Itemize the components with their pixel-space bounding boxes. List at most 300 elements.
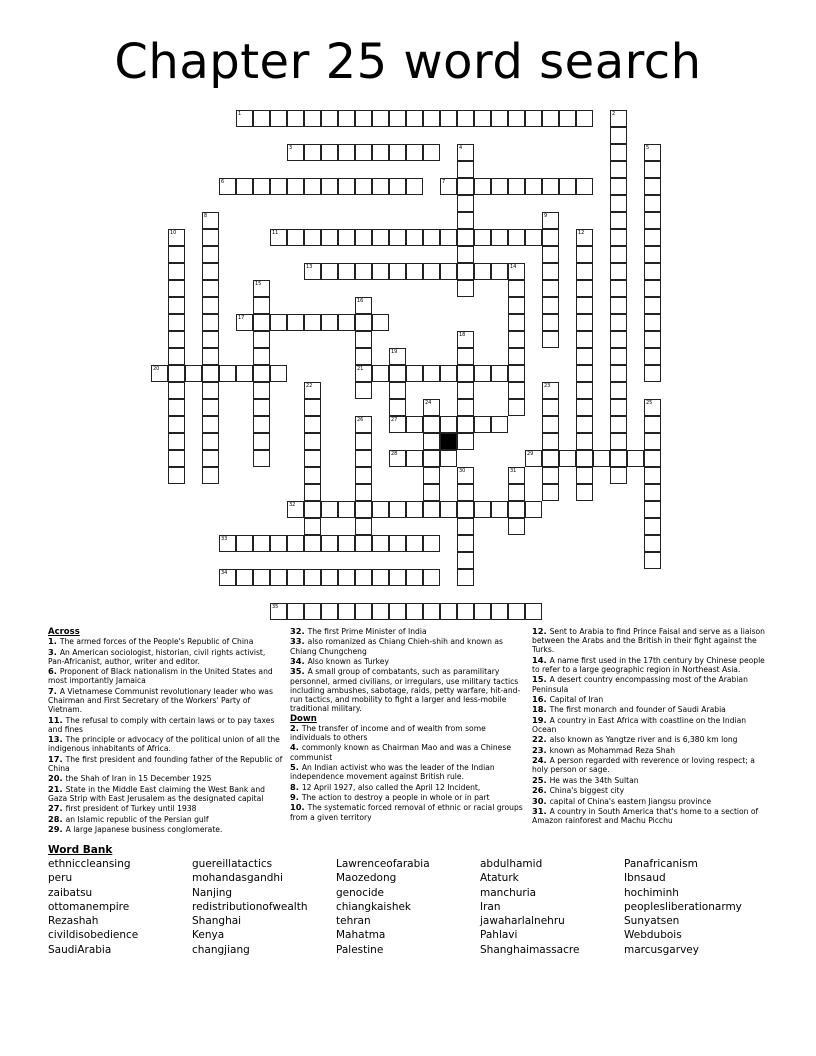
crossword-cell[interactable]	[389, 603, 406, 620]
crossword-cell[interactable]	[508, 348, 525, 365]
crossword-cell[interactable]	[440, 263, 457, 280]
crossword-cell[interactable]	[389, 535, 406, 552]
crossword-cell[interactable]	[355, 484, 372, 501]
crossword-cell[interactable]	[457, 433, 474, 450]
crossword-cell[interactable]	[457, 399, 474, 416]
crossword-cell[interactable]	[236, 110, 253, 127]
crossword-cell[interactable]	[168, 467, 185, 484]
crossword-cell[interactable]	[423, 603, 440, 620]
crossword-cell[interactable]	[355, 433, 372, 450]
crossword-cell[interactable]	[270, 535, 287, 552]
crossword-cell[interactable]	[355, 518, 372, 535]
crossword-cell[interactable]	[474, 110, 491, 127]
crossword-cell[interactable]	[355, 501, 372, 518]
crossword-cell[interactable]	[644, 484, 661, 501]
crossword-cell[interactable]	[644, 161, 661, 178]
crossword-cell[interactable]	[508, 280, 525, 297]
crossword-cell[interactable]	[491, 110, 508, 127]
crossword-cell[interactable]	[644, 416, 661, 433]
crossword-cell[interactable]	[202, 212, 219, 229]
crossword-cell[interactable]	[610, 433, 627, 450]
crossword-cell[interactable]	[321, 569, 338, 586]
crossword-cell[interactable]	[457, 535, 474, 552]
crossword-cell[interactable]	[508, 501, 525, 518]
crossword-cell[interactable]	[406, 229, 423, 246]
crossword-cell[interactable]	[457, 467, 474, 484]
crossword-cell[interactable]	[542, 297, 559, 314]
crossword-cell[interactable]	[355, 382, 372, 399]
crossword-cell[interactable]	[542, 178, 559, 195]
crossword-cell[interactable]	[474, 501, 491, 518]
crossword-cell[interactable]	[644, 348, 661, 365]
crossword-cell[interactable]	[355, 365, 372, 382]
crossword-cell[interactable]	[253, 178, 270, 195]
crossword-cell[interactable]	[355, 229, 372, 246]
crossword-cell[interactable]	[389, 365, 406, 382]
crossword-cell[interactable]	[304, 314, 321, 331]
crossword-cell[interactable]	[304, 416, 321, 433]
crossword-cell[interactable]	[287, 535, 304, 552]
crossword-cell[interactable]	[525, 110, 542, 127]
crossword-cell[interactable]	[372, 501, 389, 518]
crossword-cell[interactable]	[559, 450, 576, 467]
crossword-cell[interactable]	[389, 263, 406, 280]
crossword-cell[interactable]	[406, 501, 423, 518]
crossword-cell[interactable]	[287, 603, 304, 620]
crossword-cell[interactable]	[610, 297, 627, 314]
crossword-cell[interactable]	[440, 110, 457, 127]
crossword-cell[interactable]	[168, 399, 185, 416]
crossword-cell[interactable]	[610, 178, 627, 195]
crossword-cell[interactable]	[610, 246, 627, 263]
crossword-cell[interactable]	[270, 229, 287, 246]
crossword-cell[interactable]	[270, 365, 287, 382]
crossword-cell[interactable]	[457, 603, 474, 620]
crossword-cell[interactable]	[610, 399, 627, 416]
crossword-cell[interactable]	[457, 195, 474, 212]
crossword-cell[interactable]	[474, 229, 491, 246]
crossword-cell[interactable]	[457, 382, 474, 399]
crossword-cell[interactable]	[355, 144, 372, 161]
crossword-cell[interactable]	[542, 246, 559, 263]
crossword-cell[interactable]	[355, 467, 372, 484]
crossword-cell[interactable]	[151, 365, 168, 382]
crossword-cell[interactable]	[610, 229, 627, 246]
crossword-cell[interactable]	[457, 280, 474, 297]
crossword-cell[interactable]	[372, 314, 389, 331]
crossword-cell[interactable]	[406, 603, 423, 620]
crossword-cell[interactable]	[542, 467, 559, 484]
crossword-cell[interactable]	[457, 501, 474, 518]
crossword-cell[interactable]	[423, 229, 440, 246]
crossword-cell[interactable]	[559, 110, 576, 127]
crossword-cell[interactable]	[372, 535, 389, 552]
crossword-cell[interactable]	[644, 365, 661, 382]
crossword-cell[interactable]	[525, 178, 542, 195]
crossword-cell[interactable]	[644, 212, 661, 229]
crossword-cell[interactable]	[576, 297, 593, 314]
crossword-cell[interactable]	[253, 348, 270, 365]
crossword-cell[interactable]	[304, 178, 321, 195]
crossword-cell[interactable]	[508, 178, 525, 195]
crossword-cell[interactable]	[253, 331, 270, 348]
crossword-cell[interactable]	[304, 110, 321, 127]
crossword-cell[interactable]	[457, 178, 474, 195]
crossword-cell[interactable]	[576, 484, 593, 501]
crossword-cell[interactable]	[576, 399, 593, 416]
crossword-cell[interactable]	[610, 263, 627, 280]
crossword-cell[interactable]	[423, 365, 440, 382]
crossword-cell[interactable]	[440, 178, 457, 195]
crossword-cell[interactable]	[389, 144, 406, 161]
crossword-cell[interactable]	[644, 314, 661, 331]
crossword-cell[interactable]	[525, 501, 542, 518]
crossword-cell[interactable]	[610, 416, 627, 433]
crossword-cell[interactable]	[287, 314, 304, 331]
crossword-cell[interactable]	[457, 552, 474, 569]
crossword-cell[interactable]	[610, 314, 627, 331]
crossword-cell[interactable]	[542, 331, 559, 348]
crossword-cell[interactable]	[355, 535, 372, 552]
crossword-cell[interactable]	[644, 331, 661, 348]
crossword-cell[interactable]	[423, 399, 440, 416]
crossword-cell[interactable]	[644, 467, 661, 484]
crossword-cell[interactable]	[610, 110, 627, 127]
crossword-cell[interactable]	[304, 229, 321, 246]
crossword-cell[interactable]	[168, 280, 185, 297]
crossword-cell[interactable]	[304, 433, 321, 450]
crossword-cell[interactable]	[644, 246, 661, 263]
crossword-cell[interactable]	[457, 569, 474, 586]
crossword-cell[interactable]	[185, 365, 202, 382]
crossword-cell[interactable]	[576, 433, 593, 450]
crossword-cell[interactable]	[253, 280, 270, 297]
crossword-cell[interactable]	[644, 399, 661, 416]
crossword-cell[interactable]	[406, 144, 423, 161]
crossword-cell[interactable]	[457, 365, 474, 382]
crossword-cell[interactable]	[423, 144, 440, 161]
crossword-cell[interactable]	[168, 450, 185, 467]
crossword-cell[interactable]	[338, 569, 355, 586]
crossword-cell[interactable]	[287, 229, 304, 246]
crossword-cell[interactable]	[457, 212, 474, 229]
crossword-cell[interactable]	[457, 348, 474, 365]
crossword-cell[interactable]	[457, 246, 474, 263]
crossword-cell[interactable]	[355, 331, 372, 348]
crossword-cell[interactable]	[389, 450, 406, 467]
crossword-cell[interactable]	[372, 569, 389, 586]
crossword-cell[interactable]	[304, 382, 321, 399]
crossword-cell[interactable]	[457, 484, 474, 501]
crossword-cell[interactable]	[202, 433, 219, 450]
crossword-cell[interactable]	[610, 144, 627, 161]
crossword-cell[interactable]	[202, 314, 219, 331]
crossword-cell[interactable]	[644, 144, 661, 161]
crossword-cell[interactable]	[168, 416, 185, 433]
crossword-cell[interactable]	[542, 229, 559, 246]
crossword-cell[interactable]	[457, 110, 474, 127]
crossword-cell[interactable]	[304, 263, 321, 280]
crossword-cell[interactable]	[355, 314, 372, 331]
crossword-cell[interactable]	[474, 603, 491, 620]
crossword-cell[interactable]	[304, 467, 321, 484]
crossword-cell[interactable]	[440, 416, 457, 433]
crossword-cell[interactable]	[508, 314, 525, 331]
crossword-cell[interactable]	[457, 518, 474, 535]
crossword-cell[interactable]	[542, 484, 559, 501]
crossword-cell[interactable]	[304, 144, 321, 161]
crossword-cell[interactable]	[423, 263, 440, 280]
crossword-cell[interactable]	[644, 263, 661, 280]
crossword-cell[interactable]	[202, 365, 219, 382]
crossword-cell[interactable]	[423, 501, 440, 518]
crossword-cell[interactable]	[406, 178, 423, 195]
crossword-cell[interactable]	[457, 263, 474, 280]
crossword-cell[interactable]	[542, 314, 559, 331]
crossword-cell[interactable]	[525, 603, 542, 620]
crossword-cell[interactable]	[202, 297, 219, 314]
crossword-cell[interactable]	[321, 178, 338, 195]
crossword-cell[interactable]	[508, 382, 525, 399]
crossword-cell[interactable]	[168, 365, 185, 382]
crossword-cell[interactable]	[644, 195, 661, 212]
crossword-cell[interactable]	[644, 229, 661, 246]
crossword-cell[interactable]	[644, 178, 661, 195]
crossword-cell[interactable]	[440, 229, 457, 246]
crossword-cell[interactable]	[372, 229, 389, 246]
crossword-cell[interactable]	[338, 144, 355, 161]
crossword-cell[interactable]	[270, 314, 287, 331]
crossword-cell[interactable]	[389, 382, 406, 399]
crossword-cell[interactable]	[508, 263, 525, 280]
crossword-cell[interactable]	[287, 501, 304, 518]
crossword-cell[interactable]	[372, 263, 389, 280]
crossword-cell[interactable]	[406, 569, 423, 586]
crossword-cell[interactable]	[168, 297, 185, 314]
crossword-cell[interactable]	[219, 535, 236, 552]
crossword-cell[interactable]	[406, 263, 423, 280]
crossword-cell[interactable]	[253, 382, 270, 399]
crossword-cell[interactable]	[202, 348, 219, 365]
crossword-cell[interactable]	[321, 501, 338, 518]
crossword-cell[interactable]	[508, 297, 525, 314]
crossword-cell[interactable]	[644, 280, 661, 297]
crossword-cell[interactable]	[287, 110, 304, 127]
crossword-cell[interactable]	[287, 144, 304, 161]
crossword-cell[interactable]	[423, 433, 440, 450]
crossword-cell[interactable]	[253, 569, 270, 586]
crossword-cell[interactable]	[168, 382, 185, 399]
crossword-cell[interactable]	[372, 110, 389, 127]
crossword-cell[interactable]	[406, 535, 423, 552]
crossword-cell[interactable]	[338, 603, 355, 620]
crossword-cell[interactable]	[542, 433, 559, 450]
crossword-cell[interactable]	[236, 314, 253, 331]
crossword-cell[interactable]	[525, 450, 542, 467]
crossword-cell[interactable]	[525, 229, 542, 246]
crossword-cell[interactable]	[355, 569, 372, 586]
crossword-cell[interactable]	[304, 450, 321, 467]
crossword-cell[interactable]	[508, 229, 525, 246]
crossword-cell[interactable]	[644, 501, 661, 518]
crossword-cell[interactable]	[593, 450, 610, 467]
crossword-cell[interactable]	[457, 229, 474, 246]
crossword-cell[interactable]	[576, 263, 593, 280]
crossword-cell[interactable]	[202, 331, 219, 348]
crossword-cell[interactable]	[321, 229, 338, 246]
crossword-cell[interactable]	[423, 569, 440, 586]
crossword-cell[interactable]	[270, 178, 287, 195]
crossword-cell[interactable]	[389, 229, 406, 246]
crossword-cell[interactable]	[576, 280, 593, 297]
crossword-cell[interactable]	[576, 382, 593, 399]
crossword-cell[interactable]	[508, 484, 525, 501]
crossword-cell[interactable]	[355, 110, 372, 127]
crossword-cell[interactable]	[542, 280, 559, 297]
crossword-cell[interactable]	[168, 331, 185, 348]
crossword-cell[interactable]	[508, 399, 525, 416]
crossword-cell[interactable]	[270, 110, 287, 127]
crossword-cell[interactable]	[202, 450, 219, 467]
crossword-cell[interactable]	[321, 314, 338, 331]
crossword-cell[interactable]	[270, 603, 287, 620]
crossword-cell[interactable]	[321, 603, 338, 620]
crossword-cell[interactable]	[542, 263, 559, 280]
crossword-cell[interactable]	[644, 297, 661, 314]
crossword-cell[interactable]	[423, 535, 440, 552]
crossword-cell[interactable]	[253, 450, 270, 467]
crossword-cell[interactable]	[253, 433, 270, 450]
crossword-cell[interactable]	[389, 110, 406, 127]
crossword-cell[interactable]	[491, 603, 508, 620]
crossword-cell[interactable]	[644, 552, 661, 569]
crossword-cell[interactable]	[491, 501, 508, 518]
crossword-cell[interactable]	[372, 365, 389, 382]
crossword-cell[interactable]	[338, 535, 355, 552]
crossword-cell[interactable]	[406, 365, 423, 382]
crossword-cell[interactable]	[321, 110, 338, 127]
crossword-cell[interactable]	[491, 416, 508, 433]
crossword-cell[interactable]	[202, 382, 219, 399]
crossword-cell[interactable]	[236, 178, 253, 195]
crossword-cell[interactable]	[168, 246, 185, 263]
crossword-cell[interactable]	[474, 365, 491, 382]
crossword-cell[interactable]	[440, 501, 457, 518]
crossword-cell[interactable]	[338, 229, 355, 246]
crossword-cell[interactable]	[253, 314, 270, 331]
crossword-cell[interactable]	[304, 399, 321, 416]
crossword-cell[interactable]	[457, 161, 474, 178]
crossword-cell[interactable]	[389, 501, 406, 518]
crossword-cell[interactable]	[202, 229, 219, 246]
crossword-cell[interactable]	[253, 535, 270, 552]
crossword-cell[interactable]	[644, 450, 661, 467]
crossword-cell[interactable]	[338, 263, 355, 280]
crossword-cell[interactable]	[610, 382, 627, 399]
crossword-cell[interactable]	[219, 365, 236, 382]
crossword-cell[interactable]	[406, 450, 423, 467]
crossword-cell[interactable]	[542, 382, 559, 399]
crossword-cell[interactable]	[355, 450, 372, 467]
crossword-cell[interactable]	[474, 416, 491, 433]
crossword-cell[interactable]	[508, 110, 525, 127]
crossword-cell[interactable]	[457, 416, 474, 433]
crossword-cell[interactable]	[168, 263, 185, 280]
crossword-cell[interactable]	[576, 331, 593, 348]
crossword-cell[interactable]	[338, 178, 355, 195]
crossword-cell[interactable]	[287, 569, 304, 586]
crossword-cell[interactable]	[440, 365, 457, 382]
crossword-cell[interactable]	[610, 161, 627, 178]
crossword-cell[interactable]	[423, 484, 440, 501]
crossword-cell[interactable]	[236, 569, 253, 586]
crossword-cell[interactable]	[542, 416, 559, 433]
crossword-cell[interactable]	[491, 178, 508, 195]
crossword-cell[interactable]	[542, 110, 559, 127]
crossword-cell[interactable]	[338, 501, 355, 518]
crossword-cell[interactable]	[474, 178, 491, 195]
crossword-cell[interactable]	[576, 110, 593, 127]
crossword-cell[interactable]	[389, 399, 406, 416]
crossword-cell[interactable]	[576, 467, 593, 484]
crossword-cell[interactable]	[287, 178, 304, 195]
crossword-cell[interactable]	[610, 450, 627, 467]
crossword-cell[interactable]	[406, 110, 423, 127]
crossword-cell[interactable]	[508, 331, 525, 348]
crossword-cell[interactable]	[304, 603, 321, 620]
crossword-cell[interactable]	[576, 416, 593, 433]
crossword-cell[interactable]	[372, 178, 389, 195]
crossword-cell[interactable]	[168, 348, 185, 365]
crossword-cell[interactable]	[610, 365, 627, 382]
crossword-cell[interactable]	[389, 348, 406, 365]
crossword-cell[interactable]	[508, 603, 525, 620]
crossword-cell[interactable]	[219, 178, 236, 195]
crossword-cell[interactable]	[168, 229, 185, 246]
crossword-cell[interactable]	[253, 399, 270, 416]
crossword-cell[interactable]	[542, 212, 559, 229]
crossword-cell[interactable]	[627, 450, 644, 467]
crossword-cell[interactable]	[355, 416, 372, 433]
crossword-cell[interactable]	[576, 246, 593, 263]
crossword-cell[interactable]	[491, 263, 508, 280]
crossword-cell[interactable]	[457, 144, 474, 161]
crossword-cell[interactable]	[253, 365, 270, 382]
crossword-cell[interactable]	[304, 501, 321, 518]
crossword-cell[interactable]	[508, 365, 525, 382]
crossword-cell[interactable]	[576, 229, 593, 246]
crossword-cell[interactable]	[202, 280, 219, 297]
crossword-cell[interactable]	[576, 348, 593, 365]
crossword-cell[interactable]	[440, 603, 457, 620]
crossword-cell[interactable]	[610, 331, 627, 348]
crossword-cell[interactable]	[168, 433, 185, 450]
crossword-cell[interactable]	[355, 297, 372, 314]
crossword-cell[interactable]	[389, 569, 406, 586]
crossword-cell[interactable]	[321, 144, 338, 161]
crossword-cell[interactable]	[474, 263, 491, 280]
crossword-cell[interactable]	[440, 450, 457, 467]
crossword-cell[interactable]	[610, 467, 627, 484]
crossword-cell[interactable]	[542, 450, 559, 467]
crossword-cell[interactable]	[270, 569, 287, 586]
crossword-cell[interactable]	[406, 416, 423, 433]
crossword-cell[interactable]	[389, 416, 406, 433]
crossword-cell[interactable]	[304, 535, 321, 552]
crossword-cell[interactable]	[219, 569, 236, 586]
crossword-cell[interactable]	[236, 535, 253, 552]
crossword-cell[interactable]	[355, 263, 372, 280]
